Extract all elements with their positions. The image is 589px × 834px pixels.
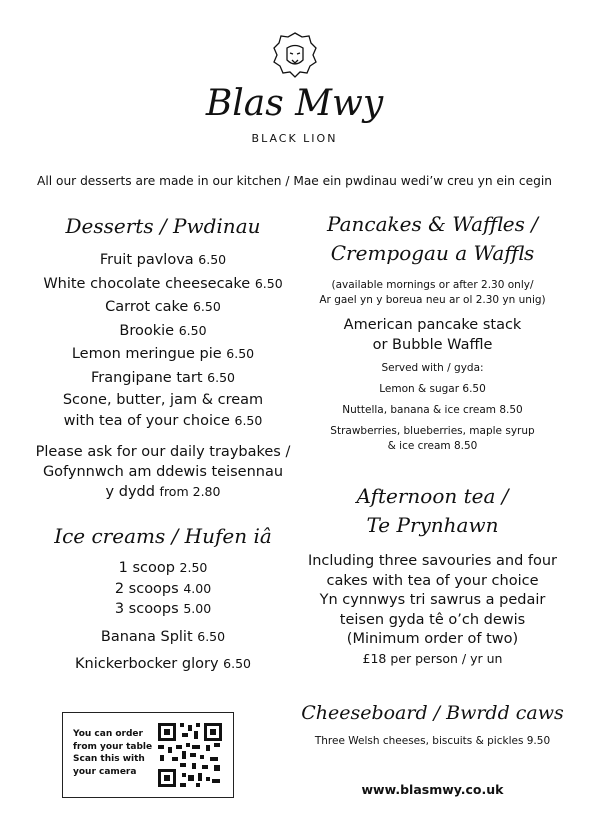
dessert-item bbox=[32, 297, 294, 318]
website-link[interactable]: www.blasmwy.co.uk bbox=[361, 782, 504, 797]
pancakes-heading-line1: Pancakes & Waffles / bbox=[327, 212, 538, 236]
afternoon-tea-line: cakes with tea of your choice bbox=[326, 572, 539, 589]
intro-text: All our desserts are made in our kitchen / Mae ein pwdinau wedi’w creu yn ein cegin bbox=[37, 174, 552, 188]
dessert-item bbox=[32, 274, 294, 295]
afternoon-tea-line: teisen gyda tê o’ch dewis bbox=[339, 611, 526, 628]
item-price: 6.50 bbox=[198, 252, 227, 267]
order-line: Scan this with bbox=[73, 754, 145, 764]
ice-creams-heading: Ice creams / Hufen iâ bbox=[54, 524, 272, 548]
lion-head-icon bbox=[270, 30, 320, 80]
pancake-option: Lemon & sugar 6.50 bbox=[379, 383, 486, 395]
afternoon-tea-line: Yn cynnwys tri sawrus a pedair bbox=[319, 592, 546, 608]
dessert-item bbox=[32, 250, 294, 271]
ice-cream-item bbox=[32, 599, 294, 620]
scone-price: 6.50 bbox=[234, 412, 263, 428]
item-name: 1 scoop bbox=[118, 560, 175, 576]
ice-cream-item bbox=[32, 654, 294, 675]
item-name: Frangipane tart bbox=[90, 369, 203, 386]
cheeseboard-heading: Cheeseboard / Bwrdd caws bbox=[301, 702, 564, 724]
scone-item bbox=[32, 391, 294, 431]
item-price: 6.50 bbox=[207, 369, 236, 385]
item-price: 6.50 bbox=[254, 275, 283, 291]
desserts-section bbox=[32, 212, 294, 503]
afternoon-tea-section bbox=[300, 482, 565, 668]
item-name: 3 scoops bbox=[114, 601, 179, 617]
pancake-main-line1: American pancake stack bbox=[343, 317, 522, 333]
traybakes-line2: Gofynnwch am ddewis teisennau bbox=[42, 463, 284, 480]
cheeseboard-line: Three Welsh cheeses, biscuits & pickles 9.50 bbox=[314, 735, 551, 747]
traybakes-line1: Please ask for our daily traybakes / bbox=[35, 444, 291, 460]
item-name: Banana Split bbox=[100, 628, 193, 645]
order-line: from your table bbox=[73, 741, 153, 752]
item-name: White chocolate cheesecake bbox=[43, 275, 251, 292]
ice-cream-item bbox=[32, 558, 294, 579]
item-name: Lemon meringue pie bbox=[71, 346, 222, 362]
traybakes-line3: y dydd bbox=[105, 484, 155, 500]
ice-cream-item bbox=[32, 627, 294, 648]
dessert-item bbox=[32, 368, 294, 389]
pancake-option: Strawberries, blueberries, maple syrup bbox=[330, 425, 535, 437]
pancake-option: & ice cream 8.50 bbox=[387, 440, 478, 452]
order-instructions bbox=[73, 728, 152, 778]
traybakes-note bbox=[32, 443, 294, 503]
ice-cream-item bbox=[32, 579, 294, 600]
item-price: 2.50 bbox=[179, 560, 208, 575]
dessert-item bbox=[32, 321, 294, 342]
item-price: 5.00 bbox=[183, 601, 212, 616]
pancake-option: Nuttella, banana & ice cream 8.50 bbox=[342, 404, 523, 416]
logo-script-text: Blas Mwy bbox=[205, 83, 384, 124]
item-name: 2 scoops bbox=[114, 580, 179, 597]
item-price: 6.50 bbox=[223, 656, 251, 671]
afternoon-tea-price: £18 per person / yr un bbox=[362, 650, 503, 666]
desserts-heading: Desserts / Pwdinau bbox=[65, 214, 261, 238]
item-name: Brookie bbox=[119, 322, 175, 339]
availability-line2: Ar gael yn y boreua neu ar ol 2.30 yn unig) bbox=[319, 294, 546, 306]
pancakes-heading-line2: Crempogau a Waffls bbox=[330, 241, 535, 265]
item-price: 4.00 bbox=[183, 580, 212, 596]
traybakes-price: from 2.80 bbox=[159, 484, 221, 499]
ice-creams-section bbox=[32, 522, 294, 675]
pancakes-section bbox=[300, 210, 565, 454]
afternoon-tea-heading-line1: Afternoon tea / bbox=[356, 484, 509, 508]
item-name: Fruit pavlova bbox=[99, 252, 194, 268]
pancake-main-line2: or Bubble Waffle bbox=[372, 336, 493, 353]
order-qr-box bbox=[62, 712, 234, 798]
item-price: 6.50 bbox=[178, 322, 207, 338]
cheeseboard-section bbox=[300, 700, 565, 749]
afternoon-tea-heading-line2: Te Prynhawn bbox=[366, 513, 499, 537]
afternoon-tea-line: Including three savouries and four bbox=[307, 553, 558, 569]
item-name: Carrot cake bbox=[105, 299, 189, 315]
order-line: You can order bbox=[73, 729, 143, 739]
item-price: 6.50 bbox=[226, 346, 255, 361]
qr-code-icon[interactable] bbox=[156, 721, 224, 789]
served-with: Served with / gyda: bbox=[381, 362, 484, 374]
scone-line1: Scone, butter, jam & cream bbox=[62, 392, 264, 408]
item-price: 6.50 bbox=[197, 628, 226, 644]
dessert-item bbox=[32, 344, 294, 365]
item-name: Knickerbocker glory bbox=[75, 656, 219, 672]
order-line: your camera bbox=[73, 766, 137, 777]
afternoon-tea-line: (Minimum order of two) bbox=[346, 631, 519, 647]
availability-line1: (available mornings or after 2.30 only/ bbox=[331, 279, 534, 291]
brand-subtitle: BLACK LION bbox=[251, 132, 338, 145]
logo-block bbox=[0, 30, 589, 145]
item-price: 6.50 bbox=[192, 299, 221, 314]
scone-line2: with tea of your choice bbox=[63, 412, 230, 429]
